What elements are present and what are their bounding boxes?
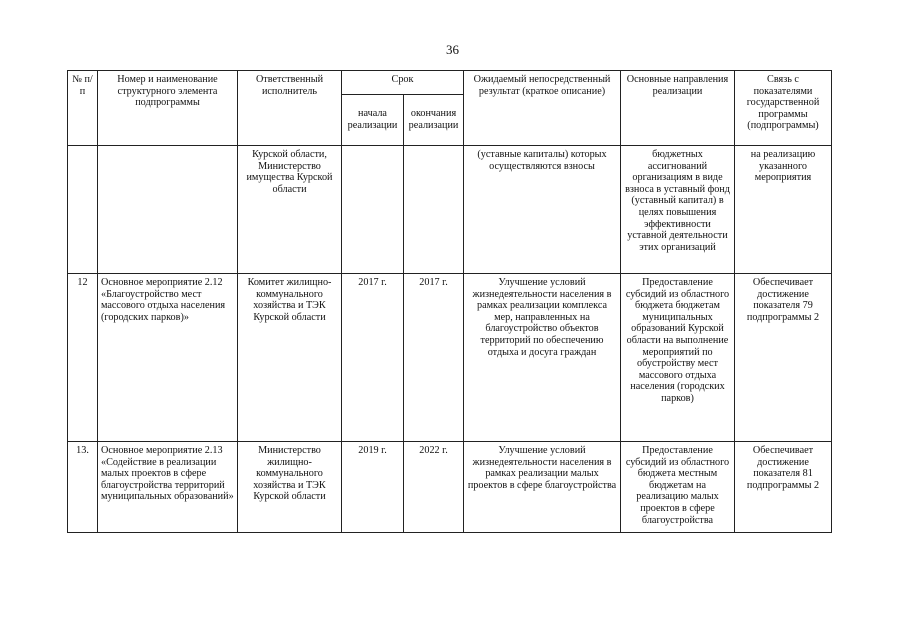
header-executor: Ответственный исполнитель: [238, 71, 342, 146]
cell-executor: Министерство жилищно-коммунального хозяйства и ТЭК Курской области: [238, 442, 342, 533]
header-directions: Основные направления реализации: [621, 71, 735, 146]
cell-directions: бюджетных ассигнований организациям в виде взноса в уставный фонд (уставный капитал) в целях повышения эффективности уставной деятельности этих организаций: [621, 146, 735, 274]
cell-link: Обеспечивает достижение показателя 79 подпрограммы 2: [735, 274, 832, 442]
cell-start: 2019 г.: [342, 442, 404, 533]
cell-link: на реализацию указанного мероприятия: [735, 146, 832, 274]
table-row: [68, 274, 832, 442]
cell-start: [342, 146, 404, 274]
table-row: [68, 146, 832, 274]
cell-link: Обеспечивает достижение показателя 81 подпрограммы 2: [735, 442, 832, 533]
cell-directions: Предоставление субсидий из областного бюджета местным бюджетам на реализацию малых проектов в сфере благоустройства: [621, 442, 735, 533]
cell-end: [404, 146, 464, 274]
cell-end: 2017 г.: [404, 274, 464, 442]
cell-directions: Предоставление субсидий из областного бюджета бюджетам муниципальных образований Курской области на выполнение мероприятий по обустройству мест массового отдыха населения (городских парков): [621, 274, 735, 442]
cell-result: (уставные капиталы) которых осуществляются взносы: [464, 146, 621, 274]
cell-result: Улучшение условий жизнедеятельности населения в рамках реализации малых проектов в сфере благоустройства: [464, 442, 621, 533]
header-term: Срок: [342, 71, 464, 95]
program-table: [67, 70, 832, 533]
cell-num: 12: [68, 274, 98, 442]
header-term-end: окончания реализации: [404, 95, 464, 146]
table-row: [68, 442, 832, 533]
cell-num: [68, 146, 98, 274]
header-link: Связь с показателями государственной программы (подпрограммы): [735, 71, 832, 146]
cell-name: Основное мероприятие 2.13 «Содействие в реализации малых проектов в сфере благоустройства территорий муниципальных образований»: [98, 442, 238, 533]
header-num: № п/п: [68, 71, 98, 146]
cell-num: 13.: [68, 442, 98, 533]
cell-executor: Курской области, Министерство имущества Курской области: [238, 146, 342, 274]
cell-end: 2022 г.: [404, 442, 464, 533]
header-row-top: [68, 71, 832, 95]
cell-result: Улучшение условий жизнедеятельности населения в рамках реализации комплекса мер, направленных на благоустройство объектов территорий по обеспечению отдыха и досуга граждан: [464, 274, 621, 442]
page-number: 36: [446, 42, 459, 57]
cell-name: Основное мероприятие 2.12 «Благоустройство мест массового отдыха населения (городских парков)»: [98, 274, 238, 442]
header-result: Ожидаемый непосредственный результат (краткое описание): [464, 71, 621, 146]
cell-start: 2017 г.: [342, 274, 404, 442]
cell-executor: Комитет жилищно-коммунального хозяйства и ТЭК Курской области: [238, 274, 342, 442]
header-name: Номер и наименование структурного элемента подпрограммы: [98, 71, 238, 146]
cell-name: [98, 146, 238, 274]
header-term-start: начала реализации: [342, 95, 404, 146]
